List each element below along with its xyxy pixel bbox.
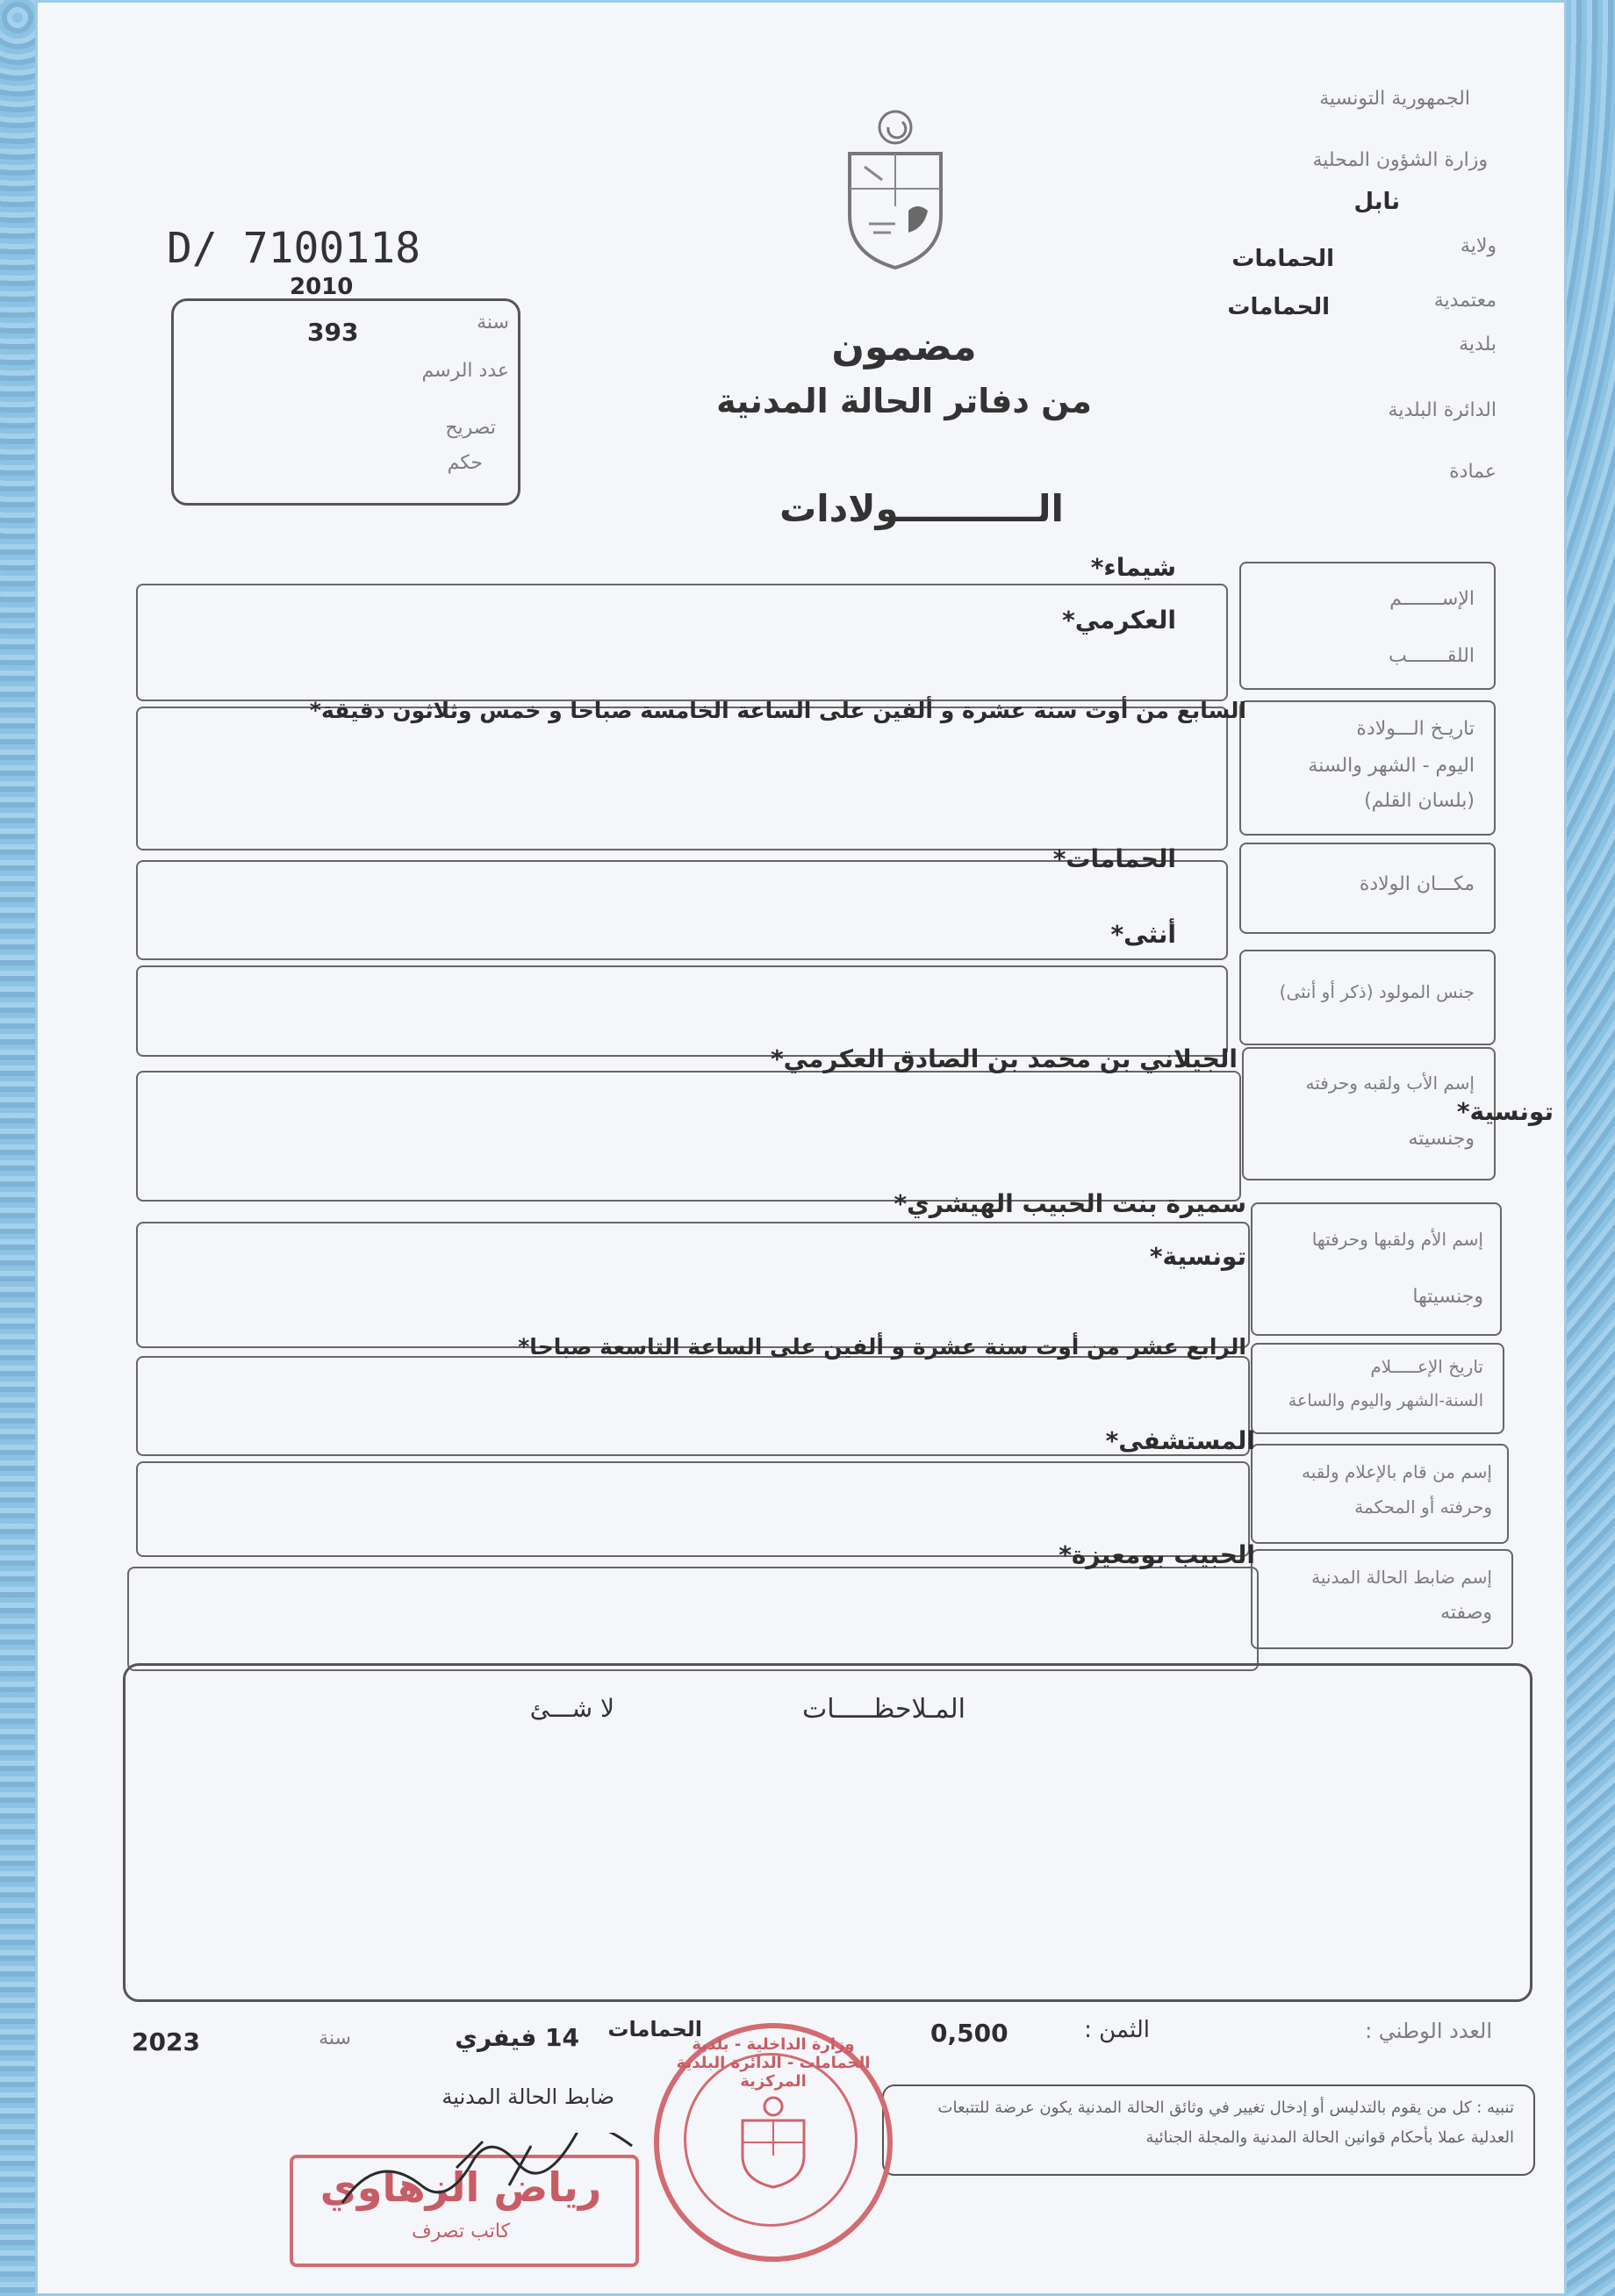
row-declarant-label-1: إسم من قام بالإعلام ولقبه — [1302, 1461, 1492, 1482]
row-value-box-name — [136, 584, 1228, 701]
registry-number-value: 393 — [307, 318, 359, 347]
row-father-label-2: وجنسيته — [1408, 1128, 1475, 1150]
row-value-box-sex — [136, 965, 1228, 1057]
row-mother-value-2: تونسية* — [1149, 1242, 1246, 1271]
row-birthplace-value: الحمامات* — [1052, 844, 1176, 873]
registry-year-value: 2010 — [290, 274, 354, 300]
remarks-label: المـلاحظـــــات — [802, 1694, 965, 1725]
row-declaration-label-2: السنة-الشهر واليوم والساعة — [1288, 1391, 1483, 1410]
row-father-label-1: إسم الأب ولقبه وحرفته — [1305, 1073, 1475, 1094]
row-declarant-label-2: وحرفته أو المحكمة — [1354, 1496, 1492, 1518]
official-round-stamp — [654, 2023, 893, 2262]
footer-year-label: سنة — [319, 2027, 351, 2049]
registry-declaration-label: تصريح — [445, 417, 496, 439]
header-ministry: وزارة الشؤون المحلية — [1312, 149, 1488, 171]
remarks-value: لا شـــئ — [529, 1694, 614, 1723]
certificate-paper — [35, 0, 1567, 2296]
header-municipality-value: الحمامات — [1231, 246, 1334, 272]
row-officer-label-2: وصفته — [1440, 1602, 1492, 1624]
header-municipality-label: بلدية — [1459, 334, 1497, 355]
row-father-value-1: الجيلاني بن محمد بن الصادق العكرمي* — [771, 1044, 1238, 1073]
footer-year-value: 2023 — [132, 2027, 200, 2056]
signature-title: كاتب تصرف — [411, 2221, 511, 2242]
row-mother-value-1: سميرة بنت الحبيب الهيشري* — [894, 1189, 1246, 1218]
header-delegation-label: معتمدية — [1433, 290, 1497, 312]
row-birthdate-value: السابع من أوت سنة عشرة و ألفين على الساعة الخامسة صباحا و خمس وثلاثون دقيقة* — [309, 698, 1246, 723]
registry-judgment-label: حكم — [447, 452, 483, 474]
row-father-value-2: تونسية* — [1456, 1097, 1554, 1126]
row-declaration-value: الرابع عشر من أوت سنة عشرة و ألفين على الساعة التاسعة صباحا* — [518, 1334, 1246, 1360]
row-birthdate-label-3: (بلسان القلم) — [1364, 790, 1475, 812]
document-subtitle: من دفاتر الحالة المدنية — [716, 382, 1092, 420]
header-state-label: ولاية — [1460, 235, 1497, 257]
row-officer-value: الحبيب بومعيزة* — [1059, 1540, 1255, 1569]
signature-scribble-icon — [334, 2133, 650, 2229]
signature-name: رياض الزهاوي — [319, 2163, 602, 2211]
document-serial: D/ 7100118 — [167, 224, 420, 273]
stamp-ring-text: وزارة الداخلية - بلدية الحمامات - الدائرة البلدية المركزية — [676, 2035, 871, 2091]
row-mother-label-2: وجنسيتها — [1412, 1286, 1483, 1308]
row-name-value-2: العكرمي* — [1062, 606, 1176, 635]
row-mother-label-1: إسم الأم ولقبها وحرفتها — [1311, 1229, 1483, 1250]
row-sex-value: أنثى* — [1110, 920, 1176, 949]
row-birthdate-label-1: تاريـخ الـــولادة — [1356, 718, 1475, 740]
row-name-label-1: الإســـــــم — [1389, 588, 1475, 610]
row-birthplace-label: مكـــان الولادة — [1359, 873, 1475, 895]
row-label-box-declarant — [1251, 1444, 1509, 1544]
footer-price-value: 0,500 — [930, 2019, 1008, 2048]
row-declaration-label-1: تاريخ الإعـــــلام — [1370, 1356, 1483, 1377]
footer-date-day: 14 فيفري — [455, 2023, 579, 2052]
registry-year-label: سنة — [477, 312, 509, 334]
row-name-label-2: اللقـــــــب — [1389, 645, 1475, 667]
row-birthdate-label-2: اليوم - الشهر والسنة — [1308, 755, 1475, 777]
registry-number-label: عدد الرسم — [421, 360, 509, 382]
footer-place: الحمامات — [607, 2017, 702, 2041]
row-value-box-birthdate — [136, 707, 1228, 850]
header-delegation-value: الحمامات — [1227, 294, 1330, 320]
footer-price-label: الثمن : — [1084, 2017, 1150, 2043]
section-title: الـــــــــــولادات — [779, 487, 1064, 530]
row-value-box-father — [136, 1071, 1241, 1202]
row-declarant-value: المستشفى* — [1105, 1426, 1255, 1455]
coat-of-arms-icon — [834, 105, 957, 272]
row-label-box-name — [1239, 562, 1496, 690]
header-civil-circle-label: الدائرة البلدية — [1388, 399, 1497, 421]
header-state-value: نابل — [1353, 189, 1400, 215]
row-name-value-1: شيماء* — [1090, 553, 1176, 582]
document-title: مضمون — [831, 325, 977, 370]
row-value-box-officer — [127, 1567, 1259, 1671]
row-officer-label-1: إسم ضابط الحالة المدنية — [1311, 1567, 1492, 1588]
footer-national-id-label: العدد الوطني : — [1365, 2019, 1492, 2043]
row-value-box-mother — [136, 1222, 1250, 1348]
warning-text: تنبيه : كل من يقوم بالتدليس أو إدخال تغيير في وثائق الحالة المدنية يكون عرضة للتتبعات العدلية عملا بأحكام قوانين الحالة المدنية والمجلة الجنائية — [937, 2099, 1514, 2147]
footer-officer-title: ضابط الحالة المدنية — [441, 2084, 614, 2109]
row-sex-label: جنس المولود (ذكر أو أنثى) — [1279, 981, 1475, 1002]
header-imada-label: عمادة — [1449, 461, 1497, 483]
row-label-box-mother — [1251, 1202, 1502, 1336]
stamp-emblem-icon — [734, 2094, 813, 2191]
row-label-box-officer — [1251, 1549, 1513, 1649]
header-republic: الجمهورية التونسية — [1319, 88, 1470, 110]
